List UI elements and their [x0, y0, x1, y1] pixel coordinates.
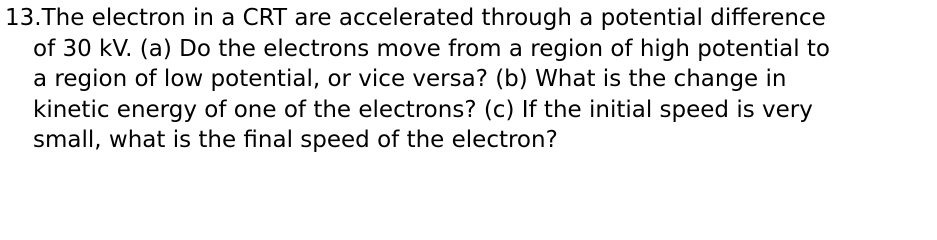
problem-line-4: kinetic energy of one of the electrons? (c) If the initial speed is very: [33, 96, 813, 123]
problem-line-3: a region of low potential, or vice versa? (b) What is the change in: [33, 66, 787, 93]
problem-line-5: small, what is the final speed of the electron?: [33, 127, 558, 154]
problem-line-1: 13.The electron in a CRT are accelerated through a potential difference: [5, 5, 826, 31]
problem-line-2: of 30 kV. (a) Do the electrons move from a region of high potential to: [33, 35, 831, 62]
